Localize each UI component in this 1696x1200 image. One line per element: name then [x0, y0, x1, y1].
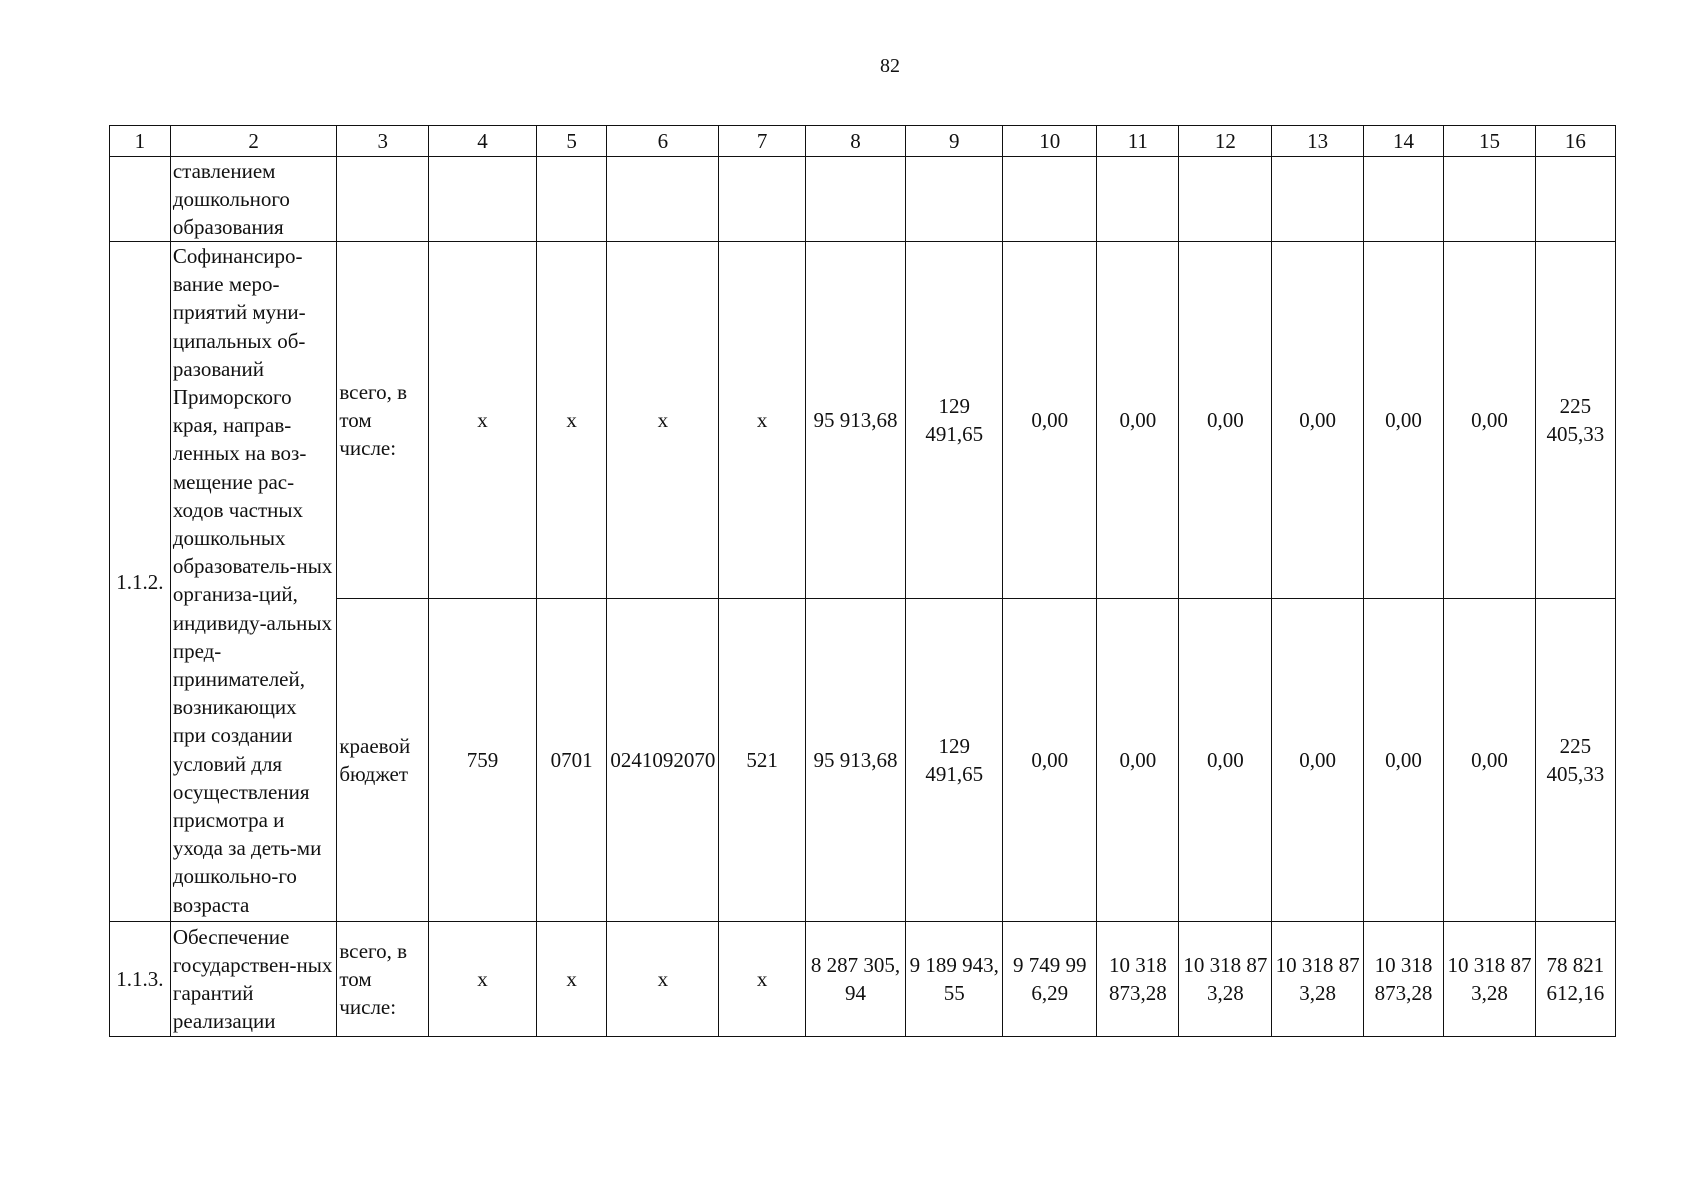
table-row-continuation: [110, 157, 1616, 242]
table-cell: 0,00: [1179, 242, 1272, 599]
funding-source-cell: краевой бюджет: [337, 599, 429, 922]
column-header: 5: [536, 126, 606, 157]
table-cell: 225 405,33: [1535, 599, 1615, 922]
table-cell: 95 913,68: [805, 599, 905, 922]
measure-name-cell: Обеспечение государствен-ных гарантий реализации: [170, 922, 337, 1037]
column-header: 13: [1272, 126, 1364, 157]
table-cell: 0,00: [1179, 599, 1272, 922]
table-cell: 10 318 873,28: [1272, 922, 1364, 1037]
table-cell: 225 405,33: [1535, 242, 1615, 599]
table-cell: 8 287 305,94: [805, 922, 905, 1037]
column-header: 3: [337, 126, 429, 157]
page-number: 82: [880, 55, 900, 77]
table-cell: 0,00: [1003, 242, 1097, 599]
column-header: 15: [1444, 126, 1536, 157]
table-row-1-1-2-total: [110, 242, 1616, 599]
column-header: 7: [719, 126, 805, 157]
table-cell: х: [429, 922, 537, 1037]
column-header: 9: [906, 126, 1003, 157]
column-header: 14: [1364, 126, 1444, 157]
table-cell: 0,00: [1444, 599, 1536, 922]
table-cell: 0,00: [1097, 599, 1179, 922]
table-cell: 0241092070: [607, 599, 719, 922]
table-cell: 78 821 612,16: [1535, 922, 1615, 1037]
table-header-row: [110, 126, 1616, 157]
table-cell: х: [536, 242, 606, 599]
column-header: 1: [110, 126, 171, 157]
column-header: 2: [170, 126, 337, 157]
column-header: 12: [1179, 126, 1272, 157]
table-cell: 10 318 873,28: [1097, 922, 1179, 1037]
table-cell: х: [607, 922, 719, 1037]
table-cell: 0,00: [1272, 242, 1364, 599]
funding-source-cell: всего, в том числе:: [337, 242, 429, 599]
table-cell: х: [719, 922, 805, 1037]
budget-table: [109, 125, 1616, 1037]
table-cell: 0,00: [1364, 599, 1444, 922]
table-cell: х: [719, 242, 805, 599]
table-cell: 0,00: [1097, 242, 1179, 599]
table-cell: 10 318 873,28: [1364, 922, 1444, 1037]
table-cell: 0701: [536, 599, 606, 922]
column-header: 10: [1003, 126, 1097, 157]
table-cell: 129 491,65: [906, 242, 1003, 599]
table-cell: 10 318 873,28: [1444, 922, 1536, 1037]
table-cell: 521: [719, 599, 805, 922]
table-cell: 9 189 943,55: [906, 922, 1003, 1037]
table-cell: 0,00: [1364, 242, 1444, 599]
funding-source-cell: всего, в том числе:: [337, 922, 429, 1037]
table-cell: 9 749 996,29: [1003, 922, 1097, 1037]
row-number-cell: [110, 157, 171, 242]
column-header: 16: [1535, 126, 1615, 157]
table-cell: 129 491,65: [906, 599, 1003, 922]
table-cell: 0,00: [1444, 242, 1536, 599]
measure-name-cell: ставлением дошкольного образования: [170, 157, 337, 242]
table-cell: 0,00: [1272, 599, 1364, 922]
column-header: 8: [805, 126, 905, 157]
table-row-1-1-3-total: [110, 922, 1616, 1037]
row-number-cell: 1.1.3.: [110, 922, 171, 1037]
table-cell: х: [429, 242, 537, 599]
column-header: 4: [429, 126, 537, 157]
table-cell: 759: [429, 599, 537, 922]
measure-name-cell: Софинансиро-вание меро-приятий муни-ципальных об-разований Приморского края, направ-ленных на воз-мещение рас-ходов частных дошкольных образователь-ных организа-ций, индивиду-альных пред-принимателей, возникающих при создании условий для осуществления присмотра и ухода за деть-ми дошкольно-го возраста: [170, 242, 337, 922]
table-cell: 10 318 873,28: [1179, 922, 1272, 1037]
column-header: 11: [1097, 126, 1179, 157]
table-cell: 95 913,68: [805, 242, 905, 599]
table-cell: х: [607, 242, 719, 599]
column-header: 6: [607, 126, 719, 157]
table-cell: х: [536, 922, 606, 1037]
table-cell: 0,00: [1003, 599, 1097, 922]
row-number-cell: 1.1.2.: [110, 242, 171, 922]
